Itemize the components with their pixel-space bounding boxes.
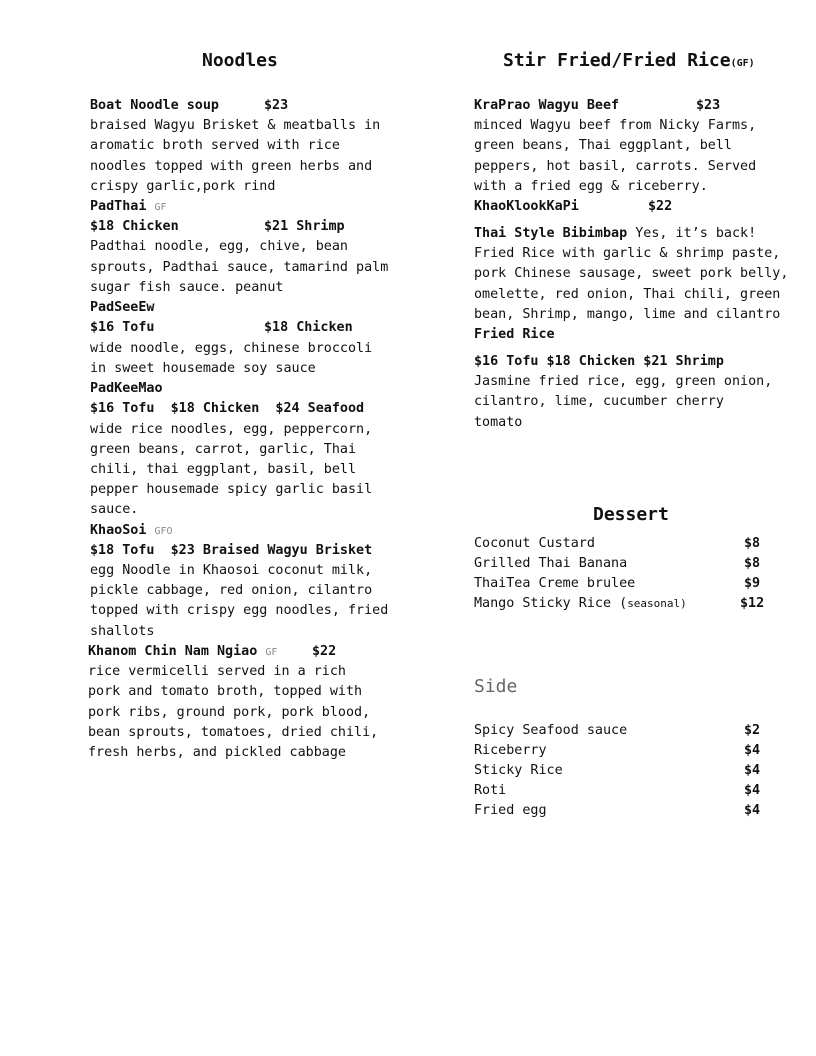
khaosoi-title [90, 521, 173, 542]
boat-noodle-desc: aromatic broth served with rice [90, 138, 340, 153]
khaosoi-tag: GFO [154, 526, 173, 537]
stirfry-title: Stir Fried/Fried Rice [503, 50, 731, 71]
dessert-item-price: $9 [744, 576, 761, 591]
padseeew-price-tofu: $16 Tofu [90, 320, 155, 335]
dessert-item-name: Mango Sticky Rice ( [474, 596, 628, 611]
khaosoi-desc: shallots [90, 624, 155, 639]
khaosoi-name: KhaoSoi [90, 523, 147, 538]
bibimbap-title [474, 224, 756, 244]
padkeemao-prices: $16 Tofu $18 Chicken $24 Seafood [90, 401, 365, 416]
bibimbap-desc: omelette, red onion, Thai chili, green [474, 287, 781, 302]
dessert-item-mango [474, 594, 687, 614]
khaosoi-desc: topped with crispy egg noodles, fried [90, 603, 389, 618]
dessert-item-name: Grilled Thai Banana [474, 556, 628, 571]
padseeew-price-chicken: $18 Chicken [264, 320, 353, 335]
khanom-desc: rice vermicelli served in a rich [88, 664, 346, 679]
khanom-desc: pork ribs, ground pork, pork blood, [88, 705, 371, 720]
padthai-desc: sugar fish sauce. peanut [90, 280, 284, 295]
friedrice-desc: cilantro, lime, cucumber cherry [474, 394, 724, 409]
friedrice-name: Fried Rice [474, 327, 555, 342]
boat-noodle-desc: braised Wagyu Brisket & meatballs in [90, 118, 381, 133]
boat-noodle-name: Boat Noodle soup [90, 98, 219, 113]
padthai-price-chicken: $18 Chicken [90, 219, 179, 234]
padthai-title [90, 197, 167, 218]
side-item-price: $4 [744, 763, 761, 778]
khaosoi-desc: pickle cabbage, red onion, cilantro [90, 583, 373, 598]
khanom-tag: GF [265, 647, 278, 658]
dessert-heading: Dessert [593, 504, 669, 525]
friedrice-desc: tomato [474, 415, 523, 430]
padseeew-desc: in sweet housemade soy sauce [90, 361, 316, 376]
seasonal-note: seasonal) [627, 597, 687, 610]
padkeemao-desc: wide rice noodles, egg, peppercorn, [90, 422, 373, 437]
friedrice-prices: $16 Tofu $18 Chicken $21 Shrimp [474, 354, 724, 369]
khanom-desc: fresh herbs, and pickled cabbage [88, 745, 346, 760]
kraprao-desc: minced Wagyu beef from Nicky Farms, [474, 118, 757, 133]
padkeemao-desc: green beans, carrot, garlic, Thai [90, 442, 357, 457]
padthai-desc: sprouts, Padthai sauce, tamarind palm [90, 260, 389, 275]
stirfry-heading [503, 50, 755, 71]
bibimbap-intro: Yes, it’s back! [627, 226, 757, 241]
side-item-name: Fried egg [474, 803, 547, 818]
khanom-desc: pork and tomato broth, topped with [88, 684, 363, 699]
stirfry-gf-tag: (GF) [730, 58, 755, 69]
side-item-price: $4 [744, 743, 761, 758]
padkeemao-desc: sauce. [90, 502, 139, 517]
friedrice-desc: Jasmine fried rice, egg, green onion, [474, 374, 773, 389]
boat-noodle-price: $23 [264, 98, 289, 113]
padthai-name: PadThai [90, 199, 147, 214]
padkeemao-desc: chili, thai eggplant, basil, bell [90, 462, 357, 477]
boat-noodle-desc: crispy garlic,pork rind [90, 179, 276, 194]
khanom-name: Khanom Chin Nam Ngiao [88, 644, 258, 659]
padkeemao-desc: pepper housemade spicy garlic basil [90, 482, 373, 497]
khaoklook-price: $22 [648, 199, 673, 214]
padthai-price-shrimp: $21 Shrimp [264, 219, 345, 234]
side-item-price: $4 [744, 783, 761, 798]
noodles-heading: Noodles [202, 50, 278, 71]
padthai-tag: GF [154, 202, 167, 213]
bibimbap-desc: pork Chinese sausage, sweet pork belly, [474, 266, 789, 281]
khanom-title [88, 642, 277, 663]
dessert-item-name: Coconut Custard [474, 536, 595, 551]
khaoklook-name: KhaoKlookKaPi [474, 199, 579, 214]
side-item-name: Roti [474, 783, 507, 798]
khaosoi-desc: egg Noodle in Khaosoi coconut milk, [90, 563, 373, 578]
padseeew-name: PadSeeEw [90, 300, 155, 315]
side-heading: Side [474, 676, 518, 697]
kraprao-desc: with a fried egg & riceberry. [474, 179, 708, 194]
dessert-item-price: $12 [740, 596, 765, 611]
boat-noodle-desc: noodles topped with green herbs and [90, 159, 373, 174]
kraprao-price: $23 [696, 98, 721, 113]
bibimbap-desc: Fried Rice with garlic & shrimp paste, [474, 246, 781, 261]
dessert-item-price: $8 [744, 556, 761, 571]
kraprao-desc: peppers, hot basil, carrots. Served [474, 159, 757, 174]
bibimbap-name: Thai Style Bibimbap [474, 226, 628, 241]
side-item-name: Spicy Seafood sauce [474, 723, 628, 738]
padseeew-desc: wide noodle, eggs, chinese broccoli [90, 341, 373, 356]
bibimbap-desc: bean, Shrimp, mango, lime and cilantro [474, 307, 781, 322]
khaosoi-prices: $18 Tofu $23 Braised Wagyu Brisket [90, 543, 373, 558]
dessert-item-price: $8 [744, 536, 761, 551]
padthai-desc: Padthai noodle, egg, chive, bean [90, 239, 348, 254]
side-item-name: Riceberry [474, 743, 547, 758]
kraprao-name: KraPrao Wagyu Beef [474, 98, 620, 113]
khanom-price: $22 [312, 644, 337, 659]
side-item-price: $2 [744, 723, 761, 738]
side-item-price: $4 [744, 803, 761, 818]
kraprao-desc: green beans, Thai eggplant, bell [474, 138, 732, 153]
khanom-desc: bean sprouts, tomatoes, dried chili, [88, 725, 379, 740]
dessert-item-name: ThaiTea Creme brulee [474, 576, 636, 591]
padkeemao-name: PadKeeMao [90, 381, 163, 396]
side-item-name: Sticky Rice [474, 763, 563, 778]
